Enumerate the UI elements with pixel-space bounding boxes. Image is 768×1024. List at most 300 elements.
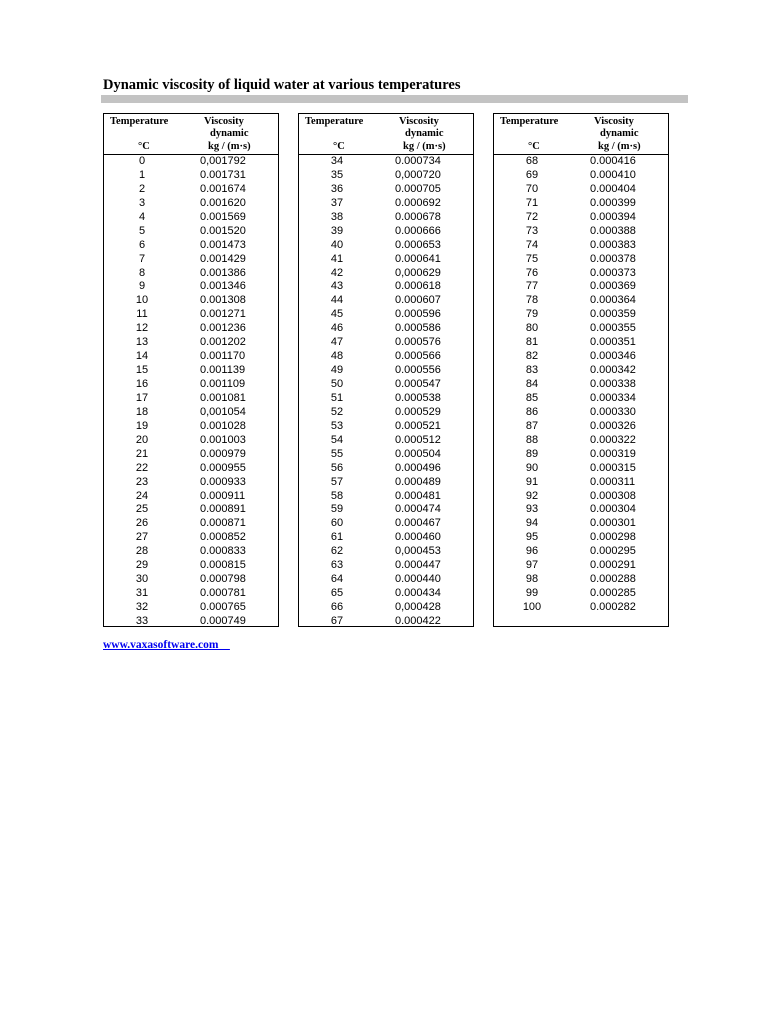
table-row bbox=[104, 573, 278, 587]
temperature-cell: 60 bbox=[330, 517, 344, 530]
temperature-cell: 9 bbox=[138, 280, 146, 293]
viscosity-cell: 0.001308 bbox=[200, 294, 246, 307]
temperature-cell: 77 bbox=[525, 280, 539, 293]
temperature-cell: 24 bbox=[135, 489, 149, 502]
table-row bbox=[299, 350, 473, 364]
viscosity-cell: 0.000871 bbox=[200, 517, 246, 530]
table-row bbox=[299, 155, 473, 169]
viscosity-cell: 0.000422 bbox=[395, 614, 441, 627]
temperature-cell: 25 bbox=[135, 503, 149, 516]
viscosity-cell: 0.001473 bbox=[200, 238, 246, 251]
viscosity-cell: 0.000346 bbox=[590, 350, 636, 363]
table-row bbox=[494, 476, 668, 490]
temperature-cell: 39 bbox=[330, 224, 344, 237]
header-visc-unit: kg / (m·s) bbox=[208, 141, 251, 152]
viscosity-cell: 0.000749 bbox=[200, 614, 246, 627]
viscosity-cell: 0.000355 bbox=[590, 322, 636, 335]
viscosity-cell: 0.001674 bbox=[200, 182, 246, 195]
viscosity-cell: 0.000295 bbox=[590, 545, 636, 558]
viscosity-cell: 0.000288 bbox=[590, 573, 636, 586]
temperature-cell: 70 bbox=[525, 182, 539, 195]
table-row bbox=[104, 378, 278, 392]
viscosity-cell: 0.000434 bbox=[395, 587, 441, 600]
temperature-cell: 29 bbox=[135, 559, 149, 572]
viscosity-cell: 0.000378 bbox=[590, 252, 636, 265]
table-row bbox=[299, 559, 473, 573]
header-viscosity: Viscosity bbox=[204, 116, 244, 127]
temperature-cell: 26 bbox=[135, 517, 149, 530]
temperature-cell: 47 bbox=[330, 336, 344, 349]
viscosity-cell: 0.000576 bbox=[395, 336, 441, 349]
viscosity-cell: 0.000282 bbox=[590, 601, 636, 613]
table-row bbox=[494, 448, 668, 462]
temperature-cell: 88 bbox=[525, 433, 539, 446]
table-row bbox=[104, 322, 278, 336]
temperature-cell: 96 bbox=[525, 545, 539, 558]
table-row bbox=[494, 531, 668, 545]
viscosity-cell: 0.001620 bbox=[200, 196, 246, 209]
temperature-cell: 3 bbox=[138, 196, 146, 209]
table-row bbox=[299, 322, 473, 336]
temperature-cell: 59 bbox=[330, 503, 344, 516]
table-row bbox=[494, 336, 668, 350]
viscosity-cell: 0.000394 bbox=[590, 210, 636, 223]
table-row bbox=[299, 490, 473, 504]
viscosity-cell: 0.000319 bbox=[590, 447, 636, 460]
header-temperature: Temperature bbox=[500, 116, 559, 127]
header-dynamic: dynamic bbox=[600, 128, 639, 139]
table-row bbox=[494, 587, 668, 601]
temperature-cell: 64 bbox=[330, 573, 344, 586]
table-row bbox=[299, 378, 473, 392]
viscosity-cell: 0.000891 bbox=[200, 503, 246, 516]
table-row bbox=[494, 253, 668, 267]
temperature-cell: 89 bbox=[525, 447, 539, 460]
temperature-cell: 74 bbox=[525, 238, 539, 251]
viscosity-cell: 0.000351 bbox=[590, 336, 636, 349]
viscosity-cell: 0.000489 bbox=[395, 475, 441, 488]
viscosity-cell: 0,000629 bbox=[395, 266, 441, 279]
temperature-cell: 0 bbox=[138, 155, 146, 167]
viscosity-cell: 0.000447 bbox=[395, 559, 441, 572]
viscosity-cell: 0.000311 bbox=[590, 475, 636, 488]
table-row bbox=[299, 517, 473, 531]
viscosity-cell: 0.001202 bbox=[200, 336, 246, 349]
temperature-cell: 13 bbox=[135, 336, 149, 349]
table-row bbox=[299, 601, 473, 615]
table-header bbox=[104, 114, 278, 154]
temperature-cell: 45 bbox=[330, 308, 344, 321]
table-row bbox=[299, 197, 473, 211]
table-body bbox=[494, 155, 668, 615]
viscosity-cell: 0.000410 bbox=[590, 168, 636, 181]
temperature-cell: 48 bbox=[330, 350, 344, 363]
table-row bbox=[104, 336, 278, 350]
vaxasoftware-link[interactable]: www.vaxasoftware.com bbox=[103, 639, 230, 651]
viscosity-cell: 0.000474 bbox=[395, 503, 441, 516]
viscosity-cell: 0,001792 bbox=[200, 155, 246, 167]
temperature-cell: 90 bbox=[525, 461, 539, 474]
temperature-cell: 46 bbox=[330, 322, 344, 335]
temperature-cell: 73 bbox=[525, 224, 539, 237]
table-row bbox=[299, 169, 473, 183]
table-row bbox=[299, 253, 473, 267]
viscosity-cell: 0.000833 bbox=[200, 545, 246, 558]
table-row bbox=[494, 434, 668, 448]
table-row bbox=[299, 615, 473, 629]
table-row bbox=[299, 434, 473, 448]
table-row bbox=[299, 531, 473, 545]
viscosity-cell: 0.000852 bbox=[200, 531, 246, 544]
viscosity-cell: 0.000416 bbox=[590, 155, 636, 167]
table-row bbox=[494, 573, 668, 587]
viscosity-cell: 0.000556 bbox=[395, 364, 441, 377]
temperature-cell: 19 bbox=[135, 419, 149, 432]
table-row bbox=[104, 364, 278, 378]
table-row bbox=[494, 322, 668, 336]
viscosity-cell: 0.000798 bbox=[200, 573, 246, 586]
viscosity-cell: 0.000359 bbox=[590, 308, 636, 321]
temperature-cell: 16 bbox=[135, 378, 149, 390]
table-row bbox=[494, 517, 668, 531]
viscosity-cell: 0.000383 bbox=[590, 238, 636, 251]
viscosity-cell: 0.001271 bbox=[200, 308, 246, 321]
table-row bbox=[494, 503, 668, 517]
table-row bbox=[494, 350, 668, 364]
viscosity-cell: 0.000404 bbox=[590, 182, 636, 195]
viscosity-cell: 0.000538 bbox=[395, 391, 441, 404]
viscosity-cell: 0.000330 bbox=[590, 405, 636, 418]
temperature-cell: 32 bbox=[135, 601, 149, 613]
viscosity-cell: 0.000399 bbox=[590, 196, 636, 209]
page-title: Dynamic viscosity of liquid water at various temperatures bbox=[103, 77, 461, 93]
temperature-cell: 84 bbox=[525, 378, 539, 390]
title-underline-bar bbox=[101, 95, 688, 103]
viscosity-cell: 0.000322 bbox=[590, 433, 636, 446]
table-row bbox=[494, 392, 668, 406]
table-row bbox=[299, 587, 473, 601]
temperature-cell: 78 bbox=[525, 294, 539, 307]
table-body bbox=[104, 155, 278, 629]
temperature-cell: 99 bbox=[525, 587, 539, 600]
viscosity-cell: 0.001386 bbox=[200, 266, 246, 279]
table-row bbox=[299, 406, 473, 420]
table-row bbox=[494, 183, 668, 197]
table-row bbox=[494, 545, 668, 559]
table-row bbox=[104, 434, 278, 448]
temperature-cell: 40 bbox=[330, 238, 344, 251]
temperature-cell: 14 bbox=[135, 350, 149, 363]
viscosity-cell: 0,000720 bbox=[395, 168, 441, 181]
temperature-cell: 6 bbox=[138, 238, 146, 251]
header-temp-unit: °C bbox=[138, 141, 150, 152]
viscosity-table-3 bbox=[493, 113, 669, 627]
viscosity-cell: 0.000298 bbox=[590, 531, 636, 544]
temperature-cell: 49 bbox=[330, 364, 344, 377]
table-row bbox=[104, 197, 278, 211]
header-temp-unit: °C bbox=[528, 141, 540, 152]
temperature-cell: 92 bbox=[525, 489, 539, 502]
temperature-cell: 42 bbox=[330, 266, 344, 279]
table-row bbox=[494, 364, 668, 378]
viscosity-cell: 0.000512 bbox=[395, 433, 441, 446]
temperature-cell: 75 bbox=[525, 252, 539, 265]
viscosity-cell: 0.000618 bbox=[395, 280, 441, 293]
temperature-cell: 58 bbox=[330, 489, 344, 502]
viscosity-cell: 0.000460 bbox=[395, 531, 441, 544]
table-row bbox=[104, 490, 278, 504]
temperature-cell: 10 bbox=[135, 294, 149, 307]
viscosity-cell: 0.000467 bbox=[395, 517, 441, 530]
table-row bbox=[299, 364, 473, 378]
viscosity-cell: 0.000586 bbox=[395, 322, 441, 335]
temperature-cell: 91 bbox=[525, 475, 539, 488]
temperature-cell: 27 bbox=[135, 531, 149, 544]
viscosity-cell: 0.000304 bbox=[590, 503, 636, 516]
temperature-cell: 37 bbox=[330, 196, 344, 209]
temperature-cell: 81 bbox=[525, 336, 539, 349]
table-row bbox=[494, 280, 668, 294]
viscosity-cell: 0.000666 bbox=[395, 224, 441, 237]
temperature-cell: 69 bbox=[525, 168, 539, 181]
viscosity-cell: 0.001003 bbox=[200, 433, 246, 446]
temperature-cell: 30 bbox=[135, 573, 149, 586]
temperature-cell: 41 bbox=[330, 252, 344, 265]
temperature-cell: 15 bbox=[135, 364, 149, 377]
temperature-cell: 51 bbox=[330, 391, 344, 404]
table-row bbox=[104, 253, 278, 267]
table-row bbox=[299, 183, 473, 197]
temperature-cell: 79 bbox=[525, 308, 539, 321]
table-row bbox=[494, 490, 668, 504]
viscosity-cell: 0.000301 bbox=[590, 517, 636, 530]
viscosity-cell: 0.000496 bbox=[395, 461, 441, 474]
viscosity-cell: 0.000547 bbox=[395, 378, 441, 390]
table-row bbox=[299, 545, 473, 559]
table-row bbox=[104, 308, 278, 322]
viscosity-cell: 0.000342 bbox=[590, 364, 636, 377]
viscosity-cell: 0.000641 bbox=[395, 252, 441, 265]
viscosity-cell: 0.001346 bbox=[200, 280, 246, 293]
viscosity-table-2 bbox=[298, 113, 474, 627]
table-row bbox=[104, 503, 278, 517]
table-row bbox=[104, 587, 278, 601]
viscosity-cell: 0.000734 bbox=[395, 155, 441, 167]
viscosity-cell: 0.001731 bbox=[200, 168, 246, 181]
viscosity-cell: 0,001054 bbox=[200, 405, 246, 418]
temperature-cell: 66 bbox=[330, 601, 344, 613]
temperature-cell: 95 bbox=[525, 531, 539, 544]
header-temperature: Temperature bbox=[110, 116, 169, 127]
viscosity-cell: 0.000911 bbox=[200, 489, 246, 502]
header-dynamic: dynamic bbox=[210, 128, 249, 139]
temperature-cell: 94 bbox=[525, 517, 539, 530]
viscosity-cell: 0.000979 bbox=[200, 447, 246, 460]
table-row bbox=[104, 462, 278, 476]
viscosity-cell: 0.000388 bbox=[590, 224, 636, 237]
table-row bbox=[494, 420, 668, 434]
table-row bbox=[104, 531, 278, 545]
temperature-cell: 67 bbox=[330, 614, 344, 627]
table-row bbox=[494, 601, 668, 615]
table-row bbox=[299, 280, 473, 294]
table-row bbox=[299, 267, 473, 281]
temperature-cell: 62 bbox=[330, 545, 344, 558]
temperature-cell: 55 bbox=[330, 447, 344, 460]
table-row bbox=[104, 601, 278, 615]
table-row bbox=[494, 169, 668, 183]
temperature-cell: 5 bbox=[138, 224, 146, 237]
temperature-cell: 34 bbox=[330, 155, 344, 167]
temperature-cell: 61 bbox=[330, 531, 344, 544]
table-row bbox=[299, 476, 473, 490]
temperature-cell: 20 bbox=[135, 433, 149, 446]
temperature-cell: 38 bbox=[330, 210, 344, 223]
table-header bbox=[494, 114, 668, 154]
temperature-cell: 65 bbox=[330, 587, 344, 600]
header-visc-unit: kg / (m·s) bbox=[598, 141, 641, 152]
viscosity-cell: 0.001429 bbox=[200, 252, 246, 265]
temperature-cell: 52 bbox=[330, 405, 344, 418]
temperature-cell: 71 bbox=[525, 196, 539, 209]
header-dynamic: dynamic bbox=[405, 128, 444, 139]
viscosity-cell: 0.000705 bbox=[395, 182, 441, 195]
viscosity-cell: 0.001081 bbox=[200, 391, 246, 404]
table-body bbox=[299, 155, 473, 629]
table-row bbox=[104, 267, 278, 281]
viscosity-cell: 0.000692 bbox=[395, 196, 441, 209]
table-row bbox=[494, 239, 668, 253]
table-row bbox=[494, 267, 668, 281]
viscosity-cell: 0.001139 bbox=[200, 364, 246, 377]
temperature-cell: 4 bbox=[138, 210, 146, 223]
temperature-cell: 44 bbox=[330, 294, 344, 307]
viscosity-cell: 0.000440 bbox=[395, 573, 441, 586]
temperature-cell: 56 bbox=[330, 461, 344, 474]
temperature-cell: 28 bbox=[135, 545, 149, 558]
table-row bbox=[104, 169, 278, 183]
viscosity-cell: 0.000369 bbox=[590, 280, 636, 293]
viscosity-cell: 0.001109 bbox=[200, 378, 246, 390]
table-row bbox=[494, 211, 668, 225]
table-row bbox=[494, 308, 668, 322]
table-row bbox=[494, 225, 668, 239]
table-row bbox=[299, 392, 473, 406]
viscosity-cell: 0.001236 bbox=[200, 322, 246, 335]
table-row bbox=[299, 448, 473, 462]
viscosity-cell: 0.000308 bbox=[590, 489, 636, 502]
table-row bbox=[104, 225, 278, 239]
temperature-cell: 100 bbox=[522, 601, 542, 613]
viscosity-cell: 0.000521 bbox=[395, 419, 441, 432]
viscosity-cell: 0.001028 bbox=[200, 419, 246, 432]
temperature-cell: 80 bbox=[525, 322, 539, 335]
table-header bbox=[299, 114, 473, 154]
temperature-cell: 50 bbox=[330, 378, 344, 390]
table-row bbox=[299, 336, 473, 350]
table-row bbox=[299, 573, 473, 587]
temperature-cell: 98 bbox=[525, 573, 539, 586]
viscosity-cell: 0.000815 bbox=[200, 559, 246, 572]
temperature-cell: 97 bbox=[525, 559, 539, 572]
viscosity-cell: 0.000481 bbox=[395, 489, 441, 502]
table-row bbox=[299, 211, 473, 225]
temperature-cell: 35 bbox=[330, 168, 344, 181]
table-row bbox=[494, 197, 668, 211]
viscosity-cell: 0.000529 bbox=[395, 405, 441, 418]
temperature-cell: 83 bbox=[525, 364, 539, 377]
table-row bbox=[104, 350, 278, 364]
table-row bbox=[494, 294, 668, 308]
viscosity-cell: 0.000326 bbox=[590, 419, 636, 432]
temperature-cell: 23 bbox=[135, 475, 149, 488]
header-viscosity: Viscosity bbox=[594, 116, 634, 127]
table-row bbox=[104, 615, 278, 629]
temperature-cell: 36 bbox=[330, 182, 344, 195]
table-row bbox=[104, 239, 278, 253]
viscosity-cell: 0.000596 bbox=[395, 308, 441, 321]
viscosity-cell: 0.000653 bbox=[395, 238, 441, 251]
viscosity-cell: 0.001520 bbox=[200, 224, 246, 237]
table-row bbox=[299, 420, 473, 434]
table-row bbox=[104, 211, 278, 225]
viscosity-cell: 0.000373 bbox=[590, 266, 636, 279]
table-row bbox=[104, 183, 278, 197]
temperature-cell: 17 bbox=[135, 391, 149, 404]
table-row bbox=[104, 406, 278, 420]
viscosity-cell: 0.000364 bbox=[590, 294, 636, 307]
header-viscosity: Viscosity bbox=[399, 116, 439, 127]
viscosity-cell: 0.001569 bbox=[200, 210, 246, 223]
viscosity-cell: 0.000566 bbox=[395, 350, 441, 363]
table-row bbox=[299, 503, 473, 517]
temperature-cell: 2 bbox=[138, 182, 146, 195]
temperature-cell: 68 bbox=[525, 155, 539, 167]
temperature-cell: 22 bbox=[135, 461, 149, 474]
temperature-cell: 87 bbox=[525, 419, 539, 432]
viscosity-cell: 0.000334 bbox=[590, 391, 636, 404]
temperature-cell: 11 bbox=[136, 308, 148, 321]
temperature-cell: 31 bbox=[135, 587, 149, 600]
temperature-cell: 93 bbox=[525, 503, 539, 516]
table-row bbox=[104, 420, 278, 434]
table-row bbox=[104, 294, 278, 308]
table-row bbox=[494, 155, 668, 169]
viscosity-cell: 0.000765 bbox=[200, 601, 246, 613]
temperature-cell: 85 bbox=[525, 391, 539, 404]
viscosity-cell: 0.001170 bbox=[200, 350, 246, 363]
temperature-cell: 72 bbox=[525, 210, 539, 223]
temperature-cell: 7 bbox=[138, 252, 146, 265]
temperature-cell: 76 bbox=[525, 266, 539, 279]
temperature-cell: 12 bbox=[135, 322, 149, 335]
temperature-cell: 18 bbox=[135, 405, 149, 418]
viscosity-table-1 bbox=[103, 113, 279, 627]
table-row bbox=[104, 545, 278, 559]
table-row bbox=[104, 559, 278, 573]
viscosity-cell: 0,000428 bbox=[395, 601, 441, 613]
header-temp-unit: °C bbox=[333, 141, 345, 152]
viscosity-cell: 0.000504 bbox=[395, 447, 441, 460]
viscosity-cell: 0,000453 bbox=[395, 545, 441, 558]
viscosity-cell: 0.000678 bbox=[395, 210, 441, 223]
table-row bbox=[299, 308, 473, 322]
viscosity-cell: 0.000291 bbox=[590, 559, 636, 572]
temperature-cell: 8 bbox=[138, 266, 146, 279]
temperature-cell: 53 bbox=[330, 419, 344, 432]
table-row bbox=[299, 462, 473, 476]
table-row bbox=[104, 476, 278, 490]
